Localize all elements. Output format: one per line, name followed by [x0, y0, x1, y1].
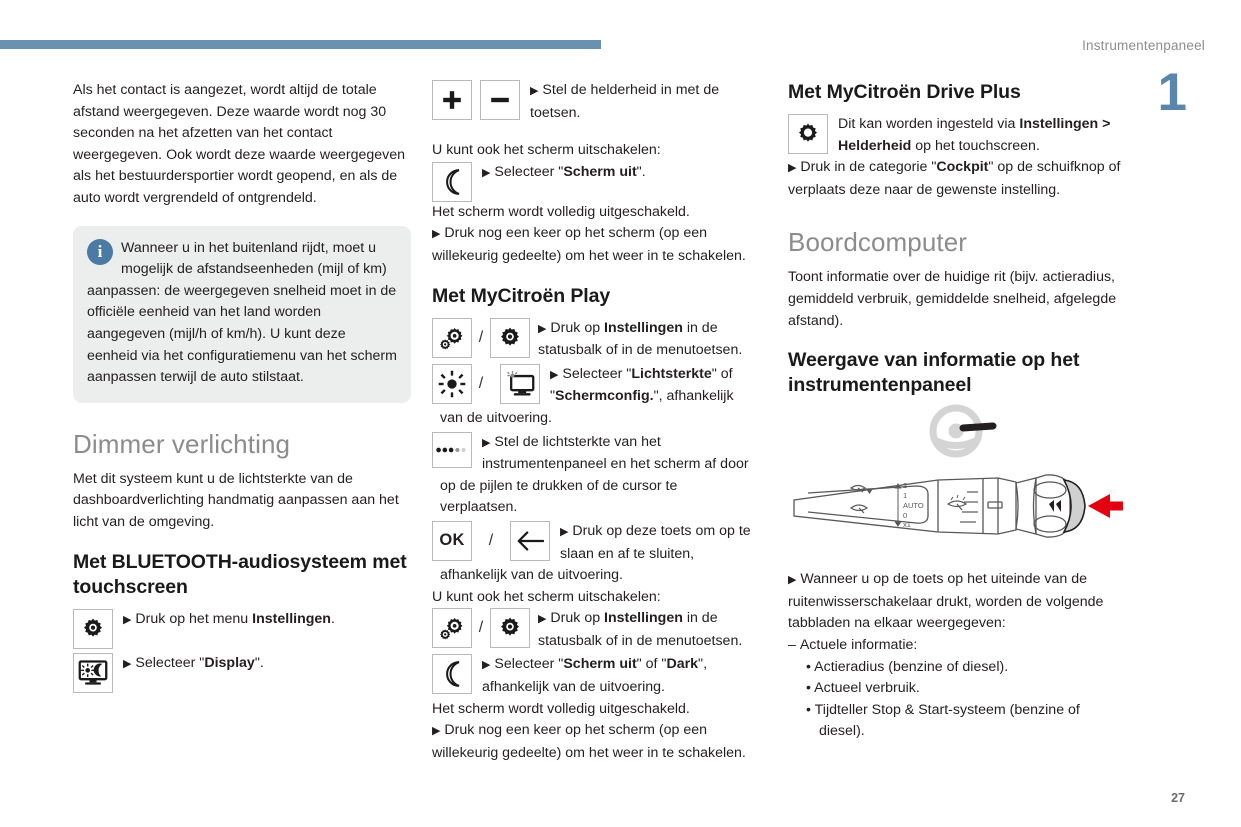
step-bold-2: Schermconfig.: [555, 388, 654, 405]
step-mid: " of ": [636, 656, 667, 673]
bullet-arrow-icon: [550, 369, 558, 381]
step-instellingen-text: [113, 609, 411, 632]
bullet-arrow-icon: [530, 85, 538, 97]
step-bold: Cockpit: [936, 159, 989, 176]
heading-weergave-informatie: Weergave van informatie op het instrumentenpaneel: [788, 349, 1080, 397]
step-prefix: Selecteer ": [562, 365, 632, 382]
play-off-result: Het scherm wordt volledig uitgeschakeld.: [432, 700, 690, 717]
screen-config-icon[interactable]: [500, 364, 540, 404]
gear-icon[interactable]: [490, 608, 530, 648]
plus-icon[interactable]: [432, 80, 472, 120]
step-instellingen: [73, 609, 411, 649]
header-title: Instrumentenpaneel: [1082, 38, 1205, 53]
display-brightness-icon[interactable]: [73, 653, 113, 693]
bullet-arrow-icon: [123, 658, 131, 670]
moon-icon[interactable]: [432, 162, 472, 202]
svg-text:1: 1: [903, 491, 908, 501]
red-arrow-icon: [1088, 494, 1123, 518]
bullet-arrow-icon: [538, 323, 546, 335]
list-item-label: Actieradius (benzine of diesel).: [814, 658, 1009, 675]
plus-minus-text: Stel de helderheid in met de toetsen.: [530, 82, 720, 121]
step-bold-1: Scherm uit: [563, 656, 637, 673]
screen-off-intro: U kunt ook het scherm uitschakelen:: [432, 142, 661, 159]
list-item-label: Actuele informatie:: [799, 636, 918, 653]
icon-separator-slash: /: [488, 531, 494, 549]
step-prefix: Dit kan worden ingesteld via: [838, 116, 1020, 132]
column-middle: [432, 80, 758, 764]
list-item: [806, 657, 1123, 679]
info-list: [788, 635, 1123, 657]
step-bold: Instellingen > Helderheid: [838, 116, 1111, 154]
step-moon-text: [472, 162, 758, 185]
play-step-ok: [432, 521, 758, 587]
step-bold: Display: [204, 654, 255, 671]
gears-icon[interactable]: [432, 608, 472, 648]
step-suffix: " op de schuifknop of verplaats deze naar de gewenste instelling.: [788, 159, 1121, 198]
play-on-again-text: Druk nog een keer op het scherm (op een willekeurig gedeelte) om het weer in te schakelen.: [432, 722, 746, 761]
step-bold: Scherm uit: [563, 163, 637, 180]
play-step-slider-text: [432, 432, 758, 519]
svg-text:x1: x1: [903, 520, 911, 530]
screen-off-result: Het scherm wordt volledig uitgeschakeld.: [432, 203, 690, 220]
play-step-instellingen-text: [530, 318, 758, 362]
moon-icon[interactable]: [432, 654, 472, 694]
bullet-arrow-icon: [482, 659, 490, 671]
ok-step-text: Druk op deze toets om op te slaan en af te sluiten, afhankelijk van de uitvoering.: [440, 522, 751, 584]
icon-separator-slash: /: [478, 619, 484, 637]
steering-wheel-icon: [933, 408, 993, 454]
step-plus-minus: [432, 80, 758, 124]
step-bold-2: Dark: [666, 656, 699, 673]
header-rule: [0, 40, 601, 49]
bullet-arrow-icon: [560, 526, 568, 538]
step-suffix: ".: [254, 654, 264, 671]
play-step-lichtsterkte: [432, 364, 758, 430]
driveplus-arrow-step: [788, 157, 1123, 201]
step-prefix: Selecteer ": [494, 163, 564, 180]
info-sublist: [806, 657, 1123, 743]
play-step-slider: [432, 432, 758, 519]
step-prefix: Selecteer ": [135, 654, 205, 671]
step-mid: " of ": [550, 365, 733, 405]
play-off-step-moon: [432, 654, 758, 698]
gear-icon[interactable]: [490, 318, 530, 358]
bullet-arrow-icon: [123, 614, 131, 626]
step-suffix: ".: [636, 163, 646, 180]
step-prefix: Druk op het menu: [135, 610, 253, 627]
step-prefix: Druk op: [550, 319, 605, 336]
list-item: – Actuele informatie:: [788, 636, 918, 653]
step-bold-1: Lichtsterkte: [631, 365, 712, 382]
heading-mycitroen-drive-plus: Met MyCitroën Drive Plus: [788, 81, 1021, 103]
step-display-text: [113, 653, 411, 676]
driveplus-step: [788, 114, 1123, 157]
step-suffix: ", afhankelijk van de uitvoering.: [440, 388, 734, 426]
page-number: 27: [1171, 791, 1185, 805]
step-prefix: Druk in de categorie ": [800, 159, 937, 176]
back-arrow-icon[interactable]: [510, 521, 550, 561]
step-prefix: Selecteer ": [494, 656, 564, 673]
icon-separator-slash: /: [478, 328, 484, 346]
ok-button-icon[interactable]: [432, 521, 472, 561]
play-on-again: [432, 720, 758, 764]
play-off-step-instellingen: [432, 608, 758, 652]
step-bold: Instellingen: [604, 319, 683, 336]
chapter-number: 1: [1157, 63, 1187, 122]
heading-boordcomputer: Boordcomputer: [788, 227, 968, 258]
bullet-arrow-icon: [432, 725, 440, 737]
dimmer-paragraph: Met dit systeem kunt u de lichtsterkte van de dashboardverlichting handmatig aanpassen aan het licht van de omgeving.: [73, 470, 399, 530]
slider-dots-icon[interactable]: [432, 432, 472, 468]
list-item: [806, 678, 1123, 700]
after-illus-text: Wanneer u op de toets op het uiteinde van de ruitenwisserschakelaar drukt, worden de volgende tabbladen na elkaar weergegeven:: [788, 571, 1104, 632]
heading-dimmer-verlichting: Dimmer verlichting: [73, 428, 291, 459]
screen-on-again: [432, 223, 758, 267]
list-item-label: Actueel verbruik.: [814, 680, 920, 697]
minus-icon[interactable]: [480, 80, 520, 120]
step-suffix: .: [330, 610, 335, 627]
step-display: [73, 653, 411, 693]
list-item: [806, 700, 1123, 743]
heading-bluetooth-audiosysteem: Met BLUETOOTH-audiosysteem met touchscreen: [73, 550, 407, 598]
column-left: [73, 80, 411, 693]
info-callout-text: Wanneer u in het buitenland rijdt, moet u mogelijk de afstandseenheden (mijl of km) aanpassen: de weergegeven snelheid moet in de officiële eenheid van het land worden aangegeven (mijl/h of km/h). U kunt deze eenheid via het configuratiemenu van het scherm aanpassen terwijl de auto stilstaat.: [87, 239, 397, 386]
driveplus-step-text: [788, 114, 1123, 157]
info-callout: [73, 226, 411, 403]
step-suffix: ", afhankelijk van de uitvoering.: [482, 656, 708, 696]
play-off-step-moon-text: [432, 654, 758, 698]
info-icon: i: [87, 239, 113, 265]
svg-text:2: 2: [903, 481, 908, 491]
step-suffix: in de statusbalk of in de menutoetsen.: [538, 319, 743, 359]
icon-separator-slash: /: [478, 374, 484, 392]
step-bold: Instellingen: [252, 610, 331, 627]
gear-icon[interactable]: [788, 114, 828, 154]
play-step-ok-text: [432, 521, 758, 587]
list-item-label: Tijdteller Stop & Start-systeem (benzine of diesel).: [814, 701, 1080, 740]
sun-brightness-icon[interactable]: [432, 364, 472, 404]
heading-mycitroen-play: Met MyCitroën Play: [432, 284, 611, 307]
bullet-arrow-icon: [482, 167, 490, 179]
step-prefix: Druk op: [550, 610, 605, 627]
after-illustration-text: [788, 569, 1123, 635]
play-off-intro: U kunt ook het scherm uitschakelen:: [432, 588, 661, 605]
slider-step-text: Stel de lichtsterkte van het instrumentenpaneel en het scherm af door op de pijlen te drukken of de cursor te verplaatsen.: [440, 433, 749, 516]
play-step-instellingen: [432, 318, 758, 362]
step-suffix: in de statusbalk of in de menutoetsen.: [538, 610, 743, 649]
wiper-stalk-illustration: [788, 404, 1123, 569]
ok-label: OK: [439, 531, 465, 550]
step-plus-minus-text: [520, 80, 758, 124]
bullet-arrow-icon: [538, 613, 546, 625]
step-suffix: op het touchscreen.: [911, 137, 1040, 154]
play-off-step-instellingen-text: [530, 608, 758, 652]
step-moon: [432, 162, 758, 202]
screen-on-again-text: Druk nog een keer op het scherm (op een willekeurig gedeelte) om het weer in te schakelen.: [432, 225, 746, 264]
svg-text:AUTO: AUTO: [903, 501, 924, 511]
gear-icon[interactable]: [73, 609, 113, 649]
bullet-arrow-icon: [432, 228, 440, 240]
bullet-arrow-icon: [788, 574, 796, 586]
gears-icon[interactable]: [432, 318, 472, 358]
boordcomputer-paragraph: Toont informatie over de huidige rit (bijv. actieradius, gemiddeld verbruik, gemiddelde snelheid, afgelegde afstand).: [788, 269, 1117, 329]
bullet-arrow-icon: [482, 437, 490, 449]
step-bold: Instellingen: [604, 610, 683, 627]
bullet-arrow-icon: [788, 162, 796, 174]
svg-text:0: 0: [903, 511, 908, 521]
intro-paragraph: Als het contact is aangezet, wordt altijd de totale afstand weergegeven. Deze waarde wordt nog 30 seconden na het afzetten van het contact weergegeven. Ook wordt deze waarde weergegeven als het bestuurdersportier wordt geopend, en als de auto wordt vergrendeld of ontgrendeld.: [73, 82, 406, 206]
column-right: [788, 80, 1123, 743]
